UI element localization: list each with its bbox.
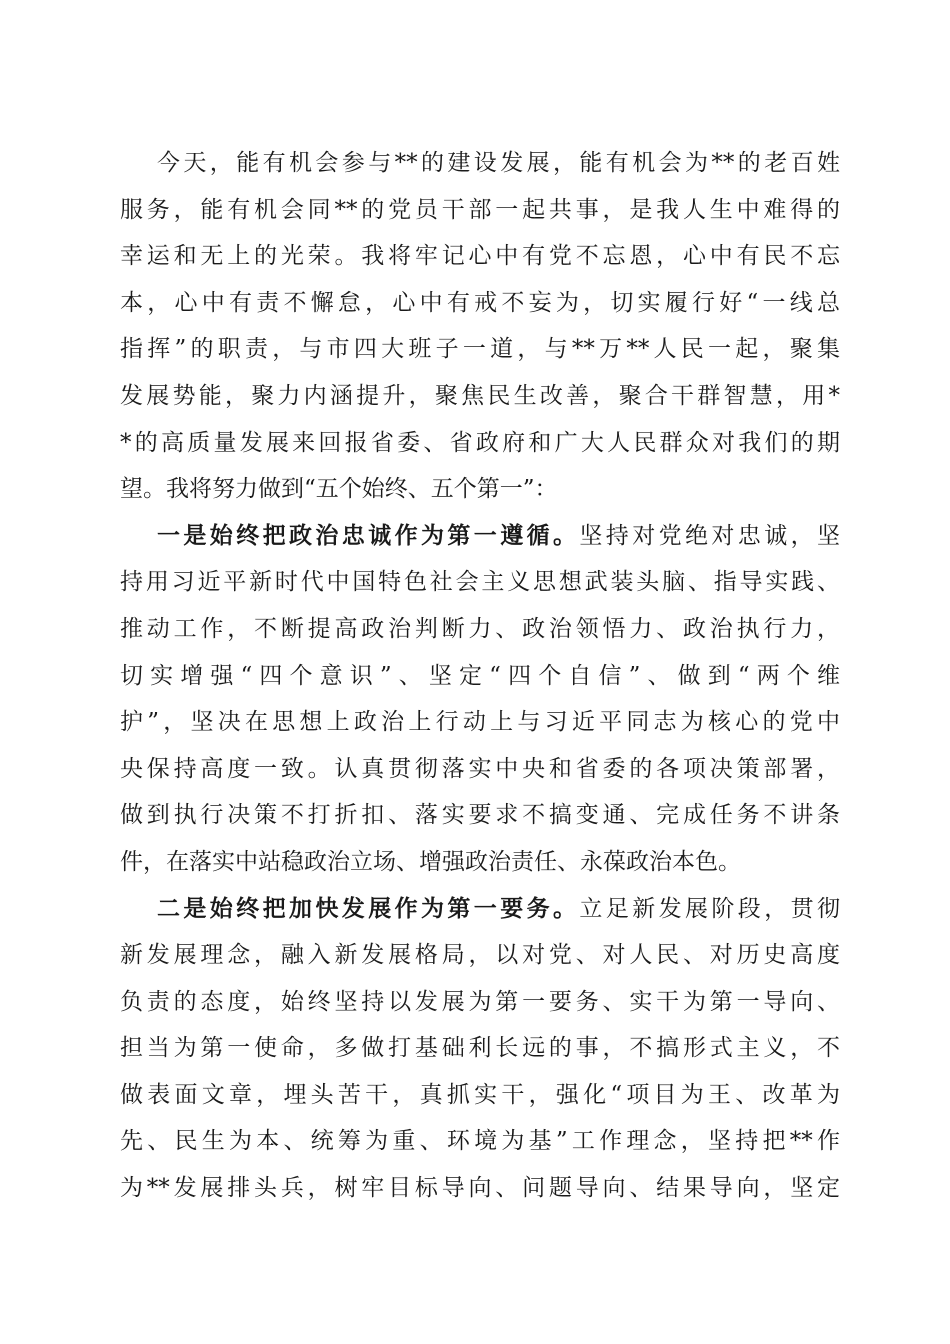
- text-line: 持用习近平新时代中国特色社会主义思想武装头脑、指导实践、: [120, 569, 840, 596]
- text-line: 本，心中有责不懈怠，心中有戒不妄为，切实履行好“一线总: [120, 289, 840, 316]
- text-line: *的高质量发展来回报省委、省政府和广大人民群众对我们的期: [120, 429, 840, 456]
- text-line: 发展势能，聚力内涵提升，聚焦民生改善，聚合干群智慧，用*: [120, 382, 840, 409]
- paragraph-heading-rest: 立足新发展阶段，贯彻: [579, 895, 841, 922]
- text-line: 推动工作，不断提高政治判断力、政治领悟力、政治执行力，: [120, 615, 840, 642]
- paragraph-development: [120, 886, 840, 1212]
- text-line: 央保持高度一致。认真贯彻落实中央和省委的各项决策部署，: [120, 755, 840, 782]
- text-line: 切实增强“四个意识”、坚定“四个自信”、做到“两个维: [120, 662, 840, 689]
- paragraph-political-loyalty: [120, 513, 840, 886]
- text-line: 负责的态度，始终坚持以发展为第一要务、实干为第一导向、: [120, 988, 840, 1015]
- text-line-first: [120, 886, 840, 933]
- text-line: 望。我将努力做到“五个始终、五个第一”：: [120, 476, 558, 503]
- text-line: 件，在落实中站稳政治立场、增强政治责任、永葆政治本色。: [120, 848, 741, 875]
- text-line: 幸运和无上的光荣。我将牢记心中有党不忘恩，心中有民不忘: [120, 243, 840, 270]
- paragraph-heading: 一是始终把政治忠诚作为第一遵循。: [157, 521, 580, 549]
- text-line: 护”，坚决在思想上政治上行动上与习近平同志为核心的党中: [120, 709, 840, 736]
- text-line: 服务，能有机会同**的党员干部一起共事，是我人生中难得的: [120, 196, 840, 223]
- text-line: 新发展理念，融入新发展格局，以对党、对人民、对历史高度: [120, 942, 840, 969]
- text-line: 为**发展排头兵，树牢目标导向、问题导向、结果导向，坚定: [120, 1175, 840, 1202]
- paragraph-intro: [120, 140, 840, 513]
- paragraph-heading: 二是始终把加快发展作为第一要务。: [157, 894, 580, 922]
- text-line: 指挥”的职责，与市四大班子一道，与**万**人民一起，聚集: [120, 336, 840, 363]
- text-line: 今天，能有机会参与**的建设发展，能有机会为**的老百姓: [157, 150, 840, 176]
- text-line: 先、民生为本、统筹为重、环境为基”工作理念，坚持把**作: [120, 1128, 840, 1155]
- document-body: [120, 140, 840, 1212]
- paragraph-heading-rest: 坚持对党绝对忠诚，坚: [579, 522, 841, 549]
- text-line: 做到执行决策不打折扣、落实要求不搞变通、完成任务不讲条: [120, 802, 840, 829]
- text-line-first: [120, 513, 840, 560]
- text-line: 做表面文章，埋头苦干，真抓实干，强化“项目为王、改革为: [120, 1081, 840, 1108]
- text-line: 担当为第一使命，多做打基础利长远的事，不搞形式主义，不: [120, 1035, 840, 1062]
